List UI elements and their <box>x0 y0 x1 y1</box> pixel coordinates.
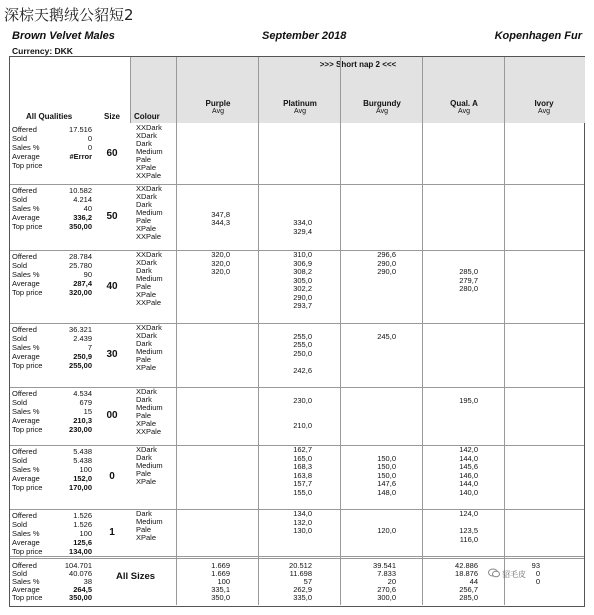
value-burgundy: 120,0 <box>377 526 396 535</box>
colour-item: XXPale <box>136 427 162 436</box>
stat-value: 4.214 <box>73 195 92 204</box>
col-header-quala <box>444 99 484 115</box>
colour-item: XDark <box>136 331 157 340</box>
size-value: 00 <box>106 410 118 421</box>
chat-bubble-icon <box>488 568 500 578</box>
totals-purple: 1.669 1.669 100 335,1 350,0 <box>211 561 230 602</box>
colour-item: Medium <box>136 274 163 283</box>
stat-value: 350,00 <box>69 222 92 231</box>
totals-stat-label: Sales % <box>12 577 40 586</box>
stat-label: Sales % <box>12 143 40 152</box>
stat-value: 210,3 <box>73 416 92 425</box>
size-value: 1 <box>109 527 115 538</box>
stat-label: Sold <box>12 520 28 529</box>
totals-stat-value: 104.701 <box>64 561 92 570</box>
stat-value: 170,00 <box>69 483 92 492</box>
size-value: 60 <box>106 147 118 159</box>
value-quala: 195,0 <box>459 395 478 405</box>
col-header-platinum-avg: Avg <box>294 108 306 115</box>
totals-stat-value: 40.076 <box>69 569 92 578</box>
stat-value: 40 <box>83 204 92 213</box>
totals-stat-value: 350,00 <box>69 593 92 602</box>
totals-stat-label: Top price <box>12 593 43 602</box>
colour-item: Medium <box>136 347 163 356</box>
col-header-platinum-label: Platinum <box>283 99 317 108</box>
colour-item: Dark <box>136 200 152 209</box>
colour-item: XXPale <box>136 298 162 307</box>
stat-label: Sales % <box>12 204 40 213</box>
colour-item: Medium <box>136 208 163 217</box>
colour-item: XPale <box>136 477 157 486</box>
size-value: 40 <box>106 280 118 292</box>
value-burgundy: 150,0 150,0 150,0 147,6 148,0 <box>377 453 396 497</box>
stat-value: 17.516 <box>69 125 92 134</box>
stat-label: Top price <box>12 547 43 556</box>
stat-label: Sold <box>12 195 28 204</box>
column-divider <box>176 57 177 605</box>
colour-item: XXDark <box>136 250 162 259</box>
banner-title: >>> Short nap 2 <<< <box>319 60 397 69</box>
column-divider <box>340 57 341 605</box>
col-header-all-qualities: All Qualities <box>26 112 73 121</box>
totals-stat-label: Sold <box>12 569 28 578</box>
colour-item: Pale <box>136 469 152 478</box>
colour-item: Medium <box>136 517 163 526</box>
col-header-burgundy-avg: Avg <box>376 108 388 115</box>
value-platinum: 230,0 210,0 <box>293 395 312 430</box>
colour-item: Medium <box>136 147 163 156</box>
value-burgundy: 296,6 290,0 290,0 <box>377 250 396 276</box>
colour-item: XDark <box>136 445 157 454</box>
stat-value: 125,6 <box>73 538 92 547</box>
colour-item: Pale <box>136 411 152 420</box>
col-header-purple-label: Purple <box>205 99 231 108</box>
colour-item: Dark <box>136 453 152 462</box>
col-header-burgundy-label: Burgundy <box>363 99 401 108</box>
stat-value: 0 <box>87 143 92 152</box>
colour-item: Medium <box>136 461 163 470</box>
stat-value: 230,00 <box>69 425 92 434</box>
col-header-purple-avg: Avg <box>212 108 224 115</box>
stat-label: Offered <box>12 125 37 134</box>
stat-label: Sales % <box>12 270 40 279</box>
stat-value: 0 <box>87 134 92 143</box>
col-header-colour: Colour <box>134 112 160 121</box>
value-quala: 124,0 123,5 116,0 <box>459 509 478 544</box>
price-table <box>9 56 585 607</box>
stat-value: 25.780 <box>69 261 92 270</box>
stat-label: Top price <box>12 161 43 170</box>
size-value: 0 <box>109 471 115 482</box>
value-burgundy: 245,0 <box>377 331 396 341</box>
colour-item: XXDark <box>136 123 162 132</box>
column-divider <box>422 57 423 605</box>
stat-label: Sold <box>12 398 28 407</box>
colour-item: XPale <box>136 163 157 172</box>
report-auction-house: Kopenhagen Fur <box>494 30 582 42</box>
colour-item: Pale <box>136 525 152 534</box>
colour-item: XDark <box>136 387 157 396</box>
stat-label: Sales % <box>12 529 40 538</box>
stat-value: 4.534 <box>73 389 92 398</box>
colour-item: XDark <box>136 192 157 201</box>
stat-label: Offered <box>12 252 37 261</box>
colour-item: XPale <box>136 363 157 372</box>
stat-value: 255,00 <box>69 361 92 370</box>
col-header-quala-avg: Avg <box>458 108 470 115</box>
stat-label: Offered <box>12 511 37 520</box>
colour-item: XPale <box>136 224 157 233</box>
colour-item: XXDark <box>136 323 162 332</box>
stat-label: Average <box>12 279 40 288</box>
colour-item: XDark <box>136 131 157 140</box>
size-value: 30 <box>106 349 118 360</box>
totals-stat-label: Offered <box>12 561 37 570</box>
col-header-purple <box>198 99 238 115</box>
colour-item: XXPale <box>136 232 162 241</box>
stat-value: 7 <box>87 343 92 352</box>
report-header <box>12 30 582 44</box>
stat-value: 90 <box>83 270 92 279</box>
stat-value: 1.526 <box>73 520 92 529</box>
colour-item: XXDark <box>136 184 162 193</box>
totals-ivory: 93 0 0 <box>531 561 540 586</box>
col-header-quala-label: Qual. A <box>450 99 478 108</box>
column-divider <box>504 57 505 605</box>
colour-item: Pale <box>136 282 152 291</box>
stat-label: Sold <box>12 334 28 343</box>
colour-item: Dark <box>136 266 152 275</box>
totals-platinum: 20.512 11.698 57 262,9 335,0 <box>289 561 312 602</box>
stat-value: 5.438 <box>73 456 92 465</box>
colour-item: XPale <box>136 533 157 542</box>
colour-item: XXPale <box>136 171 162 180</box>
totals-stat-value: 264,5 <box>73 585 92 594</box>
col-header-ivory-label: Ivory <box>534 99 554 108</box>
stat-label: Top price <box>12 222 43 231</box>
colour-item: XDark <box>136 258 157 267</box>
report-date: September 2018 <box>262 30 347 42</box>
stat-label: Average <box>12 416 40 425</box>
value-quala: 142,0 144,0 145,6 146,0 144,0 140,0 <box>459 445 478 497</box>
stat-value: 15 <box>83 407 92 416</box>
stat-value: 287,4 <box>73 279 92 288</box>
col-header-burgundy <box>360 99 404 115</box>
colour-item: Dark <box>136 395 152 404</box>
currency-label: Currency: DKK <box>12 46 73 56</box>
value-platinum: 134,0 132,0 130,0 <box>293 509 312 535</box>
stat-value: 679 <box>79 398 92 407</box>
value-platinum: 310,0 306,9 308,2 305,0 302,2 290,0 293,7 <box>293 250 312 310</box>
stat-value: 36.321 <box>69 325 92 334</box>
stat-label: Average <box>12 538 40 547</box>
colour-item: Pale <box>136 155 152 164</box>
totals-label: All Sizes <box>116 571 156 582</box>
totals-stat-label: Average <box>12 585 40 594</box>
stat-value: 1.526 <box>73 511 92 520</box>
value-purple: 320,0 320,0 320,0 <box>211 250 230 276</box>
value-platinum: 162,7 165,0 168,3 163,8 157,7 155,0 <box>293 445 312 497</box>
stat-label: Offered <box>12 389 37 398</box>
stat-label: Top price <box>12 288 43 297</box>
col-header-ivory <box>524 99 564 115</box>
stat-label: Average <box>12 352 40 361</box>
size-value: 50 <box>106 211 118 222</box>
stat-label: Average <box>12 474 40 483</box>
value-quala: 285,0 279,7 280,0 <box>459 267 478 293</box>
totals-burgundy: 39.541 7.833 20 270,6 300,0 <box>373 561 396 602</box>
stat-label: Average <box>12 213 40 222</box>
totals-stat-value: 38 <box>83 577 92 586</box>
totals-quala: 42.886 18.876 44 256,7 285,0 <box>455 561 478 602</box>
stat-label: Sales % <box>12 465 40 474</box>
colour-item: Pale <box>136 216 152 225</box>
column-divider <box>258 57 259 605</box>
colour-item: Dark <box>136 339 152 348</box>
col-header-platinum <box>280 99 320 115</box>
stat-value: 250,9 <box>73 352 92 361</box>
stat-label: Sold <box>12 261 28 270</box>
stat-label: Offered <box>12 447 37 456</box>
stat-value: 152,0 <box>73 474 92 483</box>
value-platinum: 255,0 255,0 250,0 242,6 <box>293 331 312 375</box>
colour-item: Pale <box>136 355 152 364</box>
stat-label: Top price <box>12 425 43 434</box>
stat-label: Average <box>12 152 40 161</box>
stat-label: Offered <box>12 325 37 334</box>
stat-value: 336,2 <box>73 213 92 222</box>
col-header-ivory-avg: Avg <box>538 108 550 115</box>
stat-label: Top price <box>12 483 43 492</box>
page-heading: 深棕天鹅绒公貂短2 <box>4 6 134 24</box>
colour-item: Dark <box>136 509 152 518</box>
stat-value: 134,00 <box>69 547 92 556</box>
colour-item: XPale <box>136 290 157 299</box>
stat-label: Sales % <box>12 343 40 352</box>
stat-value: 10.582 <box>69 186 92 195</box>
stat-label: Sold <box>12 134 28 143</box>
stat-value: 2.439 <box>73 334 92 343</box>
watermark: 貂毛皮 <box>502 570 526 579</box>
colour-item: XPale <box>136 419 157 428</box>
colour-item: Dark <box>136 139 152 148</box>
stat-label: Sales % <box>12 407 40 416</box>
value-purple: 347,8 344,3 <box>211 209 230 227</box>
stat-value: 5.438 <box>73 447 92 456</box>
stat-value: 100 <box>79 529 92 538</box>
colour-item: Medium <box>136 403 163 412</box>
stat-value: 320,00 <box>69 288 92 297</box>
stat-value: 28.784 <box>69 252 92 261</box>
totals-divider <box>10 556 584 559</box>
stat-label: Offered <box>12 186 37 195</box>
stat-value: #Error <box>69 152 92 161</box>
value-platinum: 334,0 329,4 <box>293 218 312 236</box>
col-header-size: Size <box>104 112 121 121</box>
stat-label: Sold <box>12 456 28 465</box>
report-title: Brown Velvet Males <box>12 30 115 42</box>
stat-value: 100 <box>79 465 92 474</box>
stat-label: Top price <box>12 361 43 370</box>
